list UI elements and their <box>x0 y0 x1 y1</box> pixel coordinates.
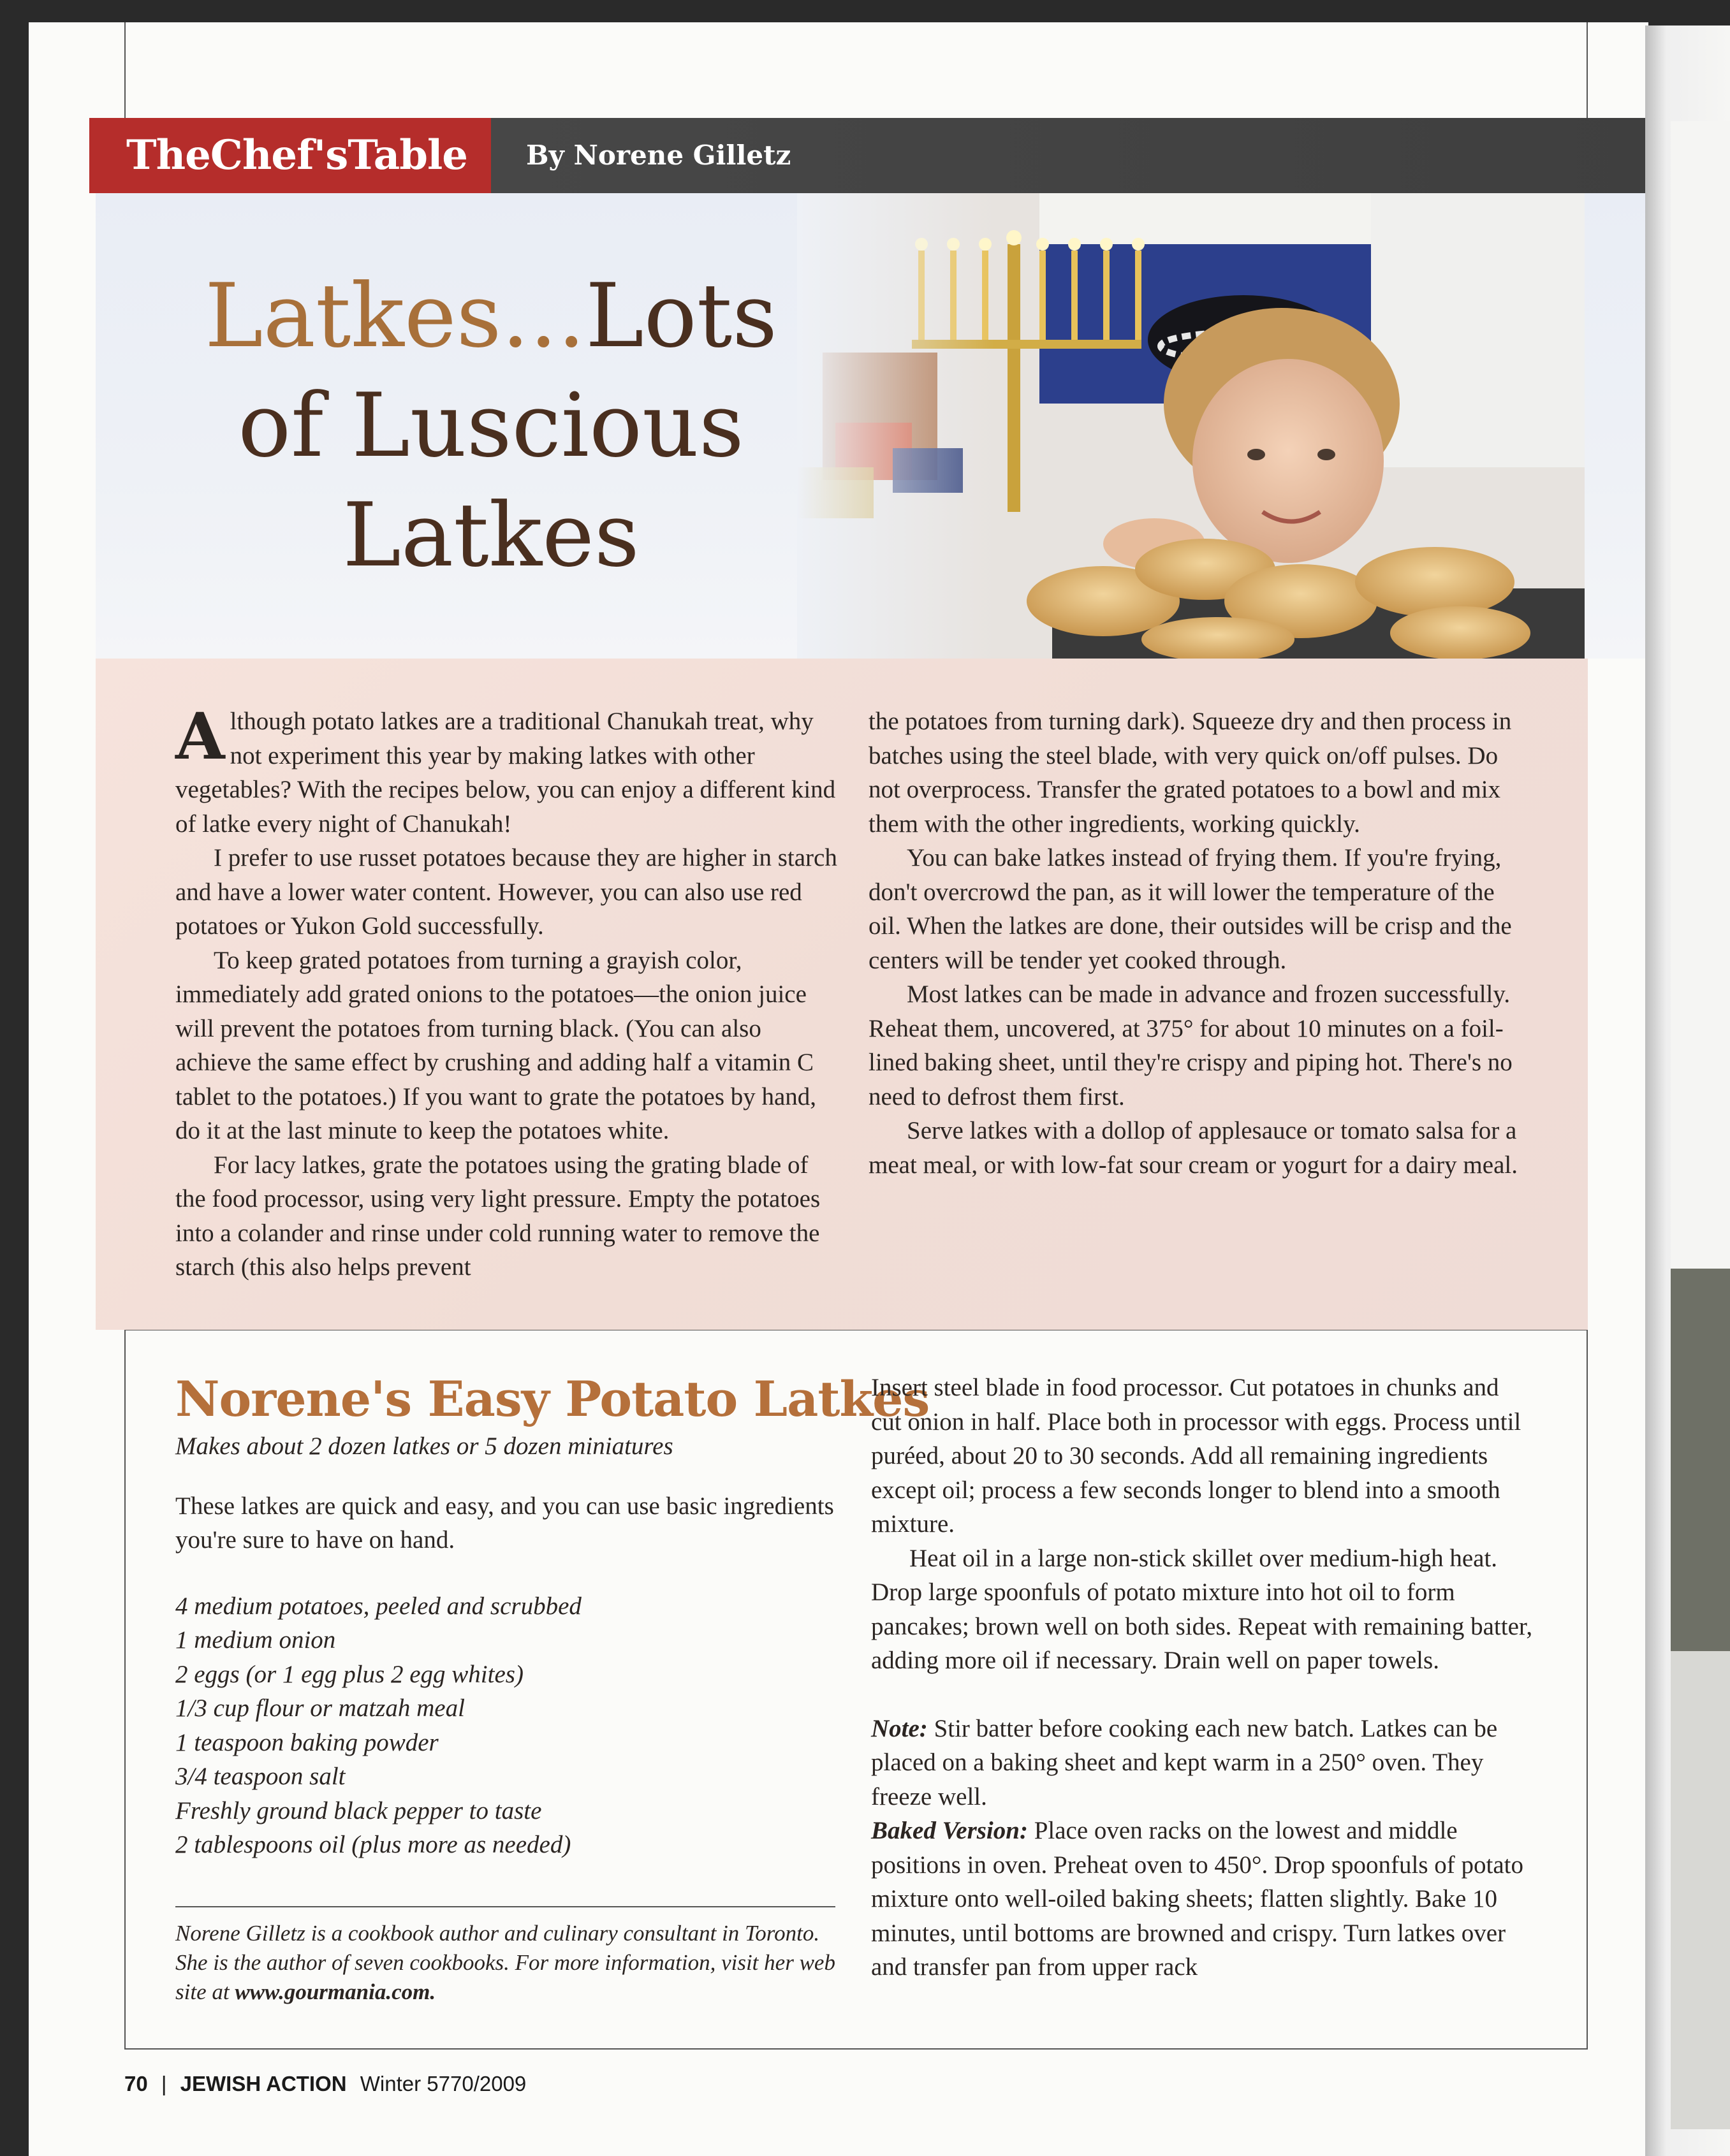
title-line-2: of Luscious <box>238 374 744 477</box>
ingredient-item: 2 eggs (or 1 egg plus 2 egg whites) <box>175 1660 524 1688</box>
intro-paragraph: the potatoes from turning dark). Squeeze dry and then process in batches using the steel blade, with very quick on/off pulses. Do not overprocess. Transfer the grated potatoes to a bowl and mix them with the other ingredients, working quickly. <box>869 708 1512 838</box>
recipe-left-column <box>175 1429 842 1862</box>
intro-paragraph: You can bake latkes instead of frying them. If you're frying, don't overcrowd the pan, as it will lower the temperature of the oil. When the latkes are done, their outsides will be crisp and the centers will be tender yet cooked through. <box>869 844 1512 974</box>
intro-paragraph: For lacy latkes, grate the potatoes using the grating blade of the food processor, using very light pressure. Empty the potatoes into a colander and rinse under cold running water to remove the starch (this also helps prevent <box>175 1151 821 1281</box>
intro-paragraph-text: lthough potato latkes are a traditional Chanukah treat, why not experiment this year by making latkes with other vegetables? With the recipes below, you can enjoy a different kind of latke every night of Chanukah! <box>175 708 836 838</box>
title-accent: Latkes... <box>204 265 586 367</box>
facing-page-photo <box>1671 1269 1730 1651</box>
intro-right-column <box>869 704 1532 1182</box>
baked-label: Baked Version: <box>871 1817 1028 1844</box>
bio-text: Norene Gilletz is a cookbook author and culinary consultant in Toronto. She is the author of seven cookbooks. For more information, visit her web site at <box>175 1921 835 2004</box>
page-bottom-rule <box>124 2048 1588 2050</box>
ingredient-item: 2 tablespoons oil (plus more as needed) <box>175 1831 571 1858</box>
ingredient-item: Freshly ground black pepper to taste <box>175 1796 542 1825</box>
page-number: 70 <box>124 2072 148 2095</box>
ingredient-list <box>175 1589 842 1862</box>
intro-paragraph: Serve latkes with a dollop of applesauce or tomato salsa for a meat meal, or with low-fat sour cream or yogurt for a dairy meal. <box>869 1117 1518 1179</box>
recipe-title: Norene's Easy Potato Latkes <box>175 1371 930 1427</box>
magazine-name: JEWISH ACTION <box>180 2072 347 2095</box>
recipe-right-column <box>871 1371 1534 1985</box>
title-line-3: Latkes <box>342 484 640 586</box>
spacer <box>175 1464 842 1489</box>
title-line-1 <box>128 261 854 371</box>
spacer <box>871 1678 1534 1712</box>
author-bio <box>175 1919 839 2007</box>
note-label: Note: <box>871 1714 928 1742</box>
section-tag: TheChef'sTable <box>89 118 491 193</box>
recipe-step: Heat oil in a large non-stick skillet over medium-high heat. Drop large spoonfuls of potato mixture into hot oil to form pancakes; brown well on both sides. Repeat with remaining batter, adding more oil if necessary. Drain well on paper towels. <box>871 1544 1533 1674</box>
intro-paragraph: I prefer to use russet potatoes because they are higher in starch and have a lower water content. However, you can also use red potatoes or Yukon Gold successfully. <box>175 844 837 940</box>
footer-separator: | <box>161 2072 167 2095</box>
intro-paragraph: To keep grated potatoes from turning a grayish color, immediately add grated onions to the potatoes—the onion juice will prevent the potatoes from turning black. (You can also achieve the same effect by crushing and adding half a vitamin C tablet to the potatoes.) If you want to grate the potatoes by hand, do it at the last minute to keep the potatoes white. <box>175 946 817 1144</box>
ingredient-item: 1/3 cup flour or matzah meal <box>175 1694 465 1722</box>
bio-rule <box>175 1906 835 1907</box>
facing-page-white <box>1671 121 1730 1269</box>
facing-page-gray <box>1671 1651 1730 2129</box>
ingredient-item: 1 teaspoon baking powder <box>175 1728 439 1756</box>
issue-date: Winter 5770/2009 <box>360 2072 527 2095</box>
intro-paragraph <box>175 699 842 841</box>
recipe-step: Insert steel blade in food processor. Cut potatoes in chunks and cut onion in half. Place both in processor with eggs. Process until puréed, about 20 to 30 seconds. Add all remaining ingredients except oil; process a few seconds longer to blend into a smooth mixture. <box>871 1374 1521 1538</box>
intro-paragraph: Most latkes can be made in advance and frozen successfully. Reheat them, uncovered, at 375° for about 10 minutes on a foil-lined baking sheet, until they're crispy and piping hot. There's no need to defrost them first. <box>869 980 1513 1111</box>
recipe-yield: Makes about 2 dozen latkes or 5 dozen miniatures <box>175 1432 673 1460</box>
intro-left-column <box>175 699 842 1285</box>
ingredient-item: 1 medium onion <box>175 1626 336 1654</box>
boy-with-latkes-photo <box>797 193 1585 659</box>
section-banner <box>89 118 1645 193</box>
page-footer <box>124 2072 526 2096</box>
ingredient-item: 3/4 teaspoon salt <box>175 1763 346 1790</box>
article-title <box>128 261 854 590</box>
drop-cap: A <box>175 699 225 774</box>
recipe-description: These latkes are quick and easy, and you can use basic ingredients you're sure to have on hand. <box>175 1492 834 1554</box>
note-text: Stir batter before cooking each new batch. Latkes can be placed on a baking sheet and kept warm in a 250° oven. They freeze well. <box>871 1714 1498 1810</box>
ingredient-item: 4 medium potatoes, peeled and scrubbed <box>175 1592 582 1620</box>
recipe-baked-version <box>871 1814 1534 1985</box>
author-website-link[interactable]: www.gourmania.com. <box>235 1979 436 2004</box>
byline: By Norene Gilletz <box>526 140 791 171</box>
recipe-note <box>871 1712 1534 1814</box>
baked-text: Place oven racks on the lowest and middle positions in oven. Preheat oven to 450°. Drop spoonfuls of potato mixture onto well-oiled baking sheets; flatten slightly. Bake 10 minutes, until bottoms are browned and crispy. Turn latkes over and transfer pan from upper rack <box>871 1817 1523 1981</box>
spacer <box>175 1557 842 1589</box>
title-part2: Lots <box>585 265 778 367</box>
facing-page-edge <box>1645 25 1730 2156</box>
